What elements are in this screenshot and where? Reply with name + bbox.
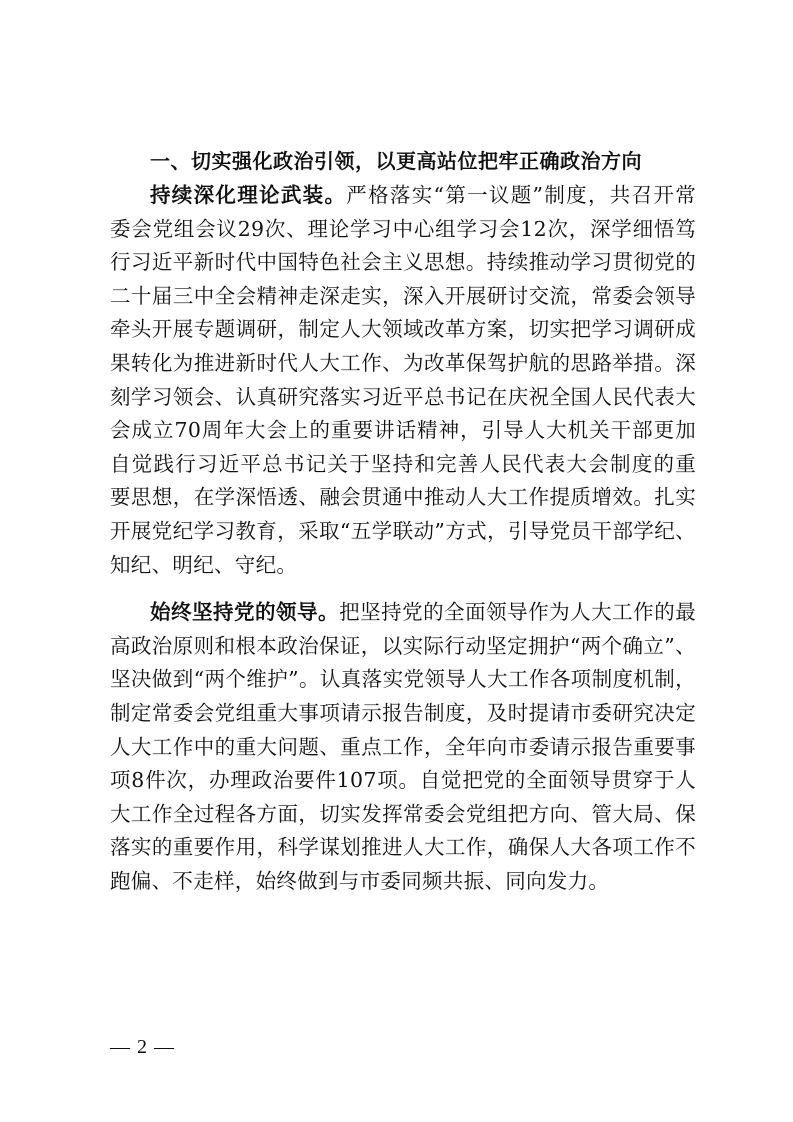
paragraph-line: 行习近平新时代中国特色社会主义思想。持续推动学习贯彻党的 — [110, 250, 696, 275]
paragraph-lead: 持续深化理论武装。 — [150, 183, 347, 207]
paragraph-line: 二十届三中全会精神走深走实，深入开展研讨交流，常委会领导 — [110, 283, 696, 308]
paragraph-line: 自觉践行习近平总书记关于坚持和完善人民代表大会制度的重 — [110, 451, 696, 476]
paragraph-line: 项8件次，办理政治要件107项。自觉把党的全面领导贯穿于人 — [110, 768, 696, 793]
paragraph-lead: 始终坚持党的领导。 — [150, 600, 340, 625]
paragraph-line: 跑偏、不走样，始终做到与市委同频共振、同向发力。 — [110, 868, 610, 893]
paragraph-line — [110, 179, 696, 213]
paragraph-line: 果转化为推进新时代人大工作、为改革保驾护航的思路举措。深 — [110, 350, 696, 375]
paragraph-line: 要思想，在学深悟透、融会贯通中推动人大工作提质增效。扎实 — [110, 485, 696, 510]
document-body — [110, 145, 696, 898]
paragraph-line: 委会党组会议29次、理论学习中心组学习会12次，深学细悟笃 — [110, 216, 696, 241]
paragraph-line-text: 把坚持党的全面领导作为人大工作的最 — [339, 600, 696, 625]
paragraph-line: 会成立70周年大会上的重要讲话精神，引导人大机关干部更加 — [110, 418, 696, 443]
paragraph-line: 刻学习领会、认真研究落实习近平总书记在庆祝全国人民代表大 — [110, 384, 696, 409]
paragraph-line-text: 严格落实“第一议题”制度，共召开常 — [346, 183, 697, 207]
paragraph-line: 知纪、明纪、守纪。 — [110, 552, 298, 577]
page-number: — 2 — — [110, 1036, 175, 1058]
paragraph-theory — [110, 179, 696, 582]
paragraph-line — [110, 596, 696, 630]
paragraph-line: 人大工作中的重大问题、重点工作，全年向市委请示报告重要事 — [110, 734, 696, 759]
paragraph-line: 大工作全过程各方面，切实发挥常委会党组把方向、管大局、保 — [110, 801, 696, 826]
paragraph-line: 高政治原则和根本政治保证，以实际行动坚定拥护“两个确立”、 — [110, 633, 696, 658]
paragraph-line: 制定常委会党组重大事项请示报告制度，及时提请市委研究决定 — [110, 700, 696, 725]
section-heading: 一、切实强化政治引领，以更高站位把牢正确政治方向 — [150, 149, 642, 173]
paragraph-line: 牵头开展专题调研，制定人大领域改革方案，切实把学习调研成 — [110, 317, 696, 342]
paragraph-leadership — [110, 596, 696, 898]
paragraph-line: 落实的重要作用，科学谋划推进人大工作，确保人大各项工作不 — [110, 835, 696, 860]
paragraph-line: 开展党纪学习教育，采取“五学联动”方式，引导党员干部学纪、 — [110, 518, 696, 543]
paragraph-line: 坚决做到“两个维护”。认真落实党领导人大工作各项制度机制， — [110, 667, 696, 692]
